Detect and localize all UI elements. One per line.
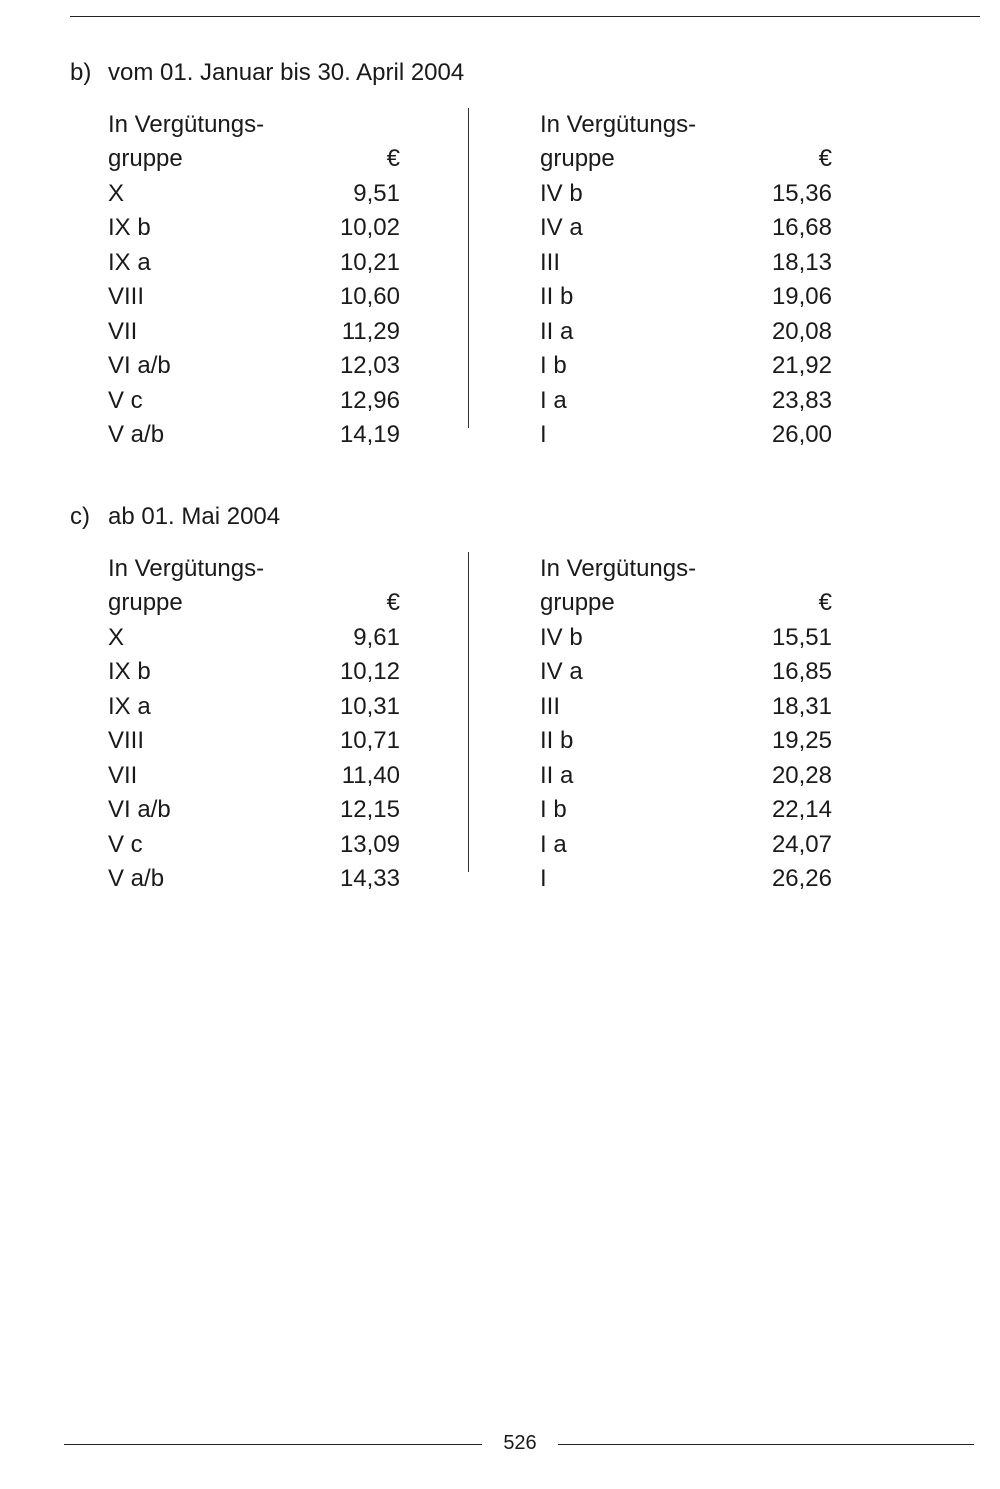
pay-group: II a [540, 317, 574, 345]
table-row [108, 418, 400, 453]
table-row [108, 246, 400, 281]
column-header-group-cont: gruppe [108, 145, 183, 172]
table-row [108, 724, 400, 759]
hourly-rate: 20,08 [771, 317, 832, 345]
table-row [108, 384, 400, 419]
pay-group: IV b [540, 179, 583, 207]
hourly-rate: 18,13 [771, 248, 832, 276]
pay-group: IV a [540, 658, 583, 685]
section-title: vom 01. Januar bis 30. April 2004 [108, 59, 465, 86]
hourly-rate: 15,36 [771, 179, 832, 207]
hourly-rate: 19,06 [771, 283, 832, 310]
table-row [540, 724, 832, 759]
pay-group: IV a [540, 214, 583, 241]
table-row [108, 211, 400, 246]
table-row [108, 828, 400, 863]
table-row [108, 177, 400, 212]
pay-group: III [540, 248, 561, 276]
section-heading [70, 58, 970, 88]
table-row [108, 315, 400, 350]
pay-group: IX b [108, 214, 151, 241]
pay-group: X [108, 623, 125, 651]
hourly-rate: 10,71 [339, 727, 400, 754]
hourly-rate: 10,02 [339, 214, 400, 241]
table-row [540, 315, 832, 350]
table-row [108, 759, 400, 794]
pay-group: I b [540, 796, 567, 823]
column-divider [468, 552, 469, 872]
column-header-group: In Vergütungs- [108, 111, 265, 138]
table-row [108, 280, 400, 315]
column-divider [468, 108, 469, 428]
pay-group: VI a/b [108, 796, 171, 823]
top-rule [70, 16, 980, 17]
footer-rule-left [64, 1444, 482, 1445]
hourly-rate: 19,25 [771, 727, 832, 754]
column-header-group: In Vergütungs- [540, 111, 697, 138]
section-letter: b) [70, 59, 92, 86]
rate-tables [70, 552, 970, 892]
table-row [108, 862, 400, 897]
pay-group: VII [108, 317, 138, 345]
table-row [108, 690, 400, 725]
table-row [540, 211, 832, 246]
column-header-currency: € [818, 589, 832, 616]
hourly-rate: 13,09 [339, 830, 400, 858]
table-row [540, 759, 832, 794]
footer-rule-right [558, 1444, 974, 1445]
pay-group: II a [540, 761, 574, 789]
pay-group: I [540, 865, 547, 892]
rate-table-left [108, 552, 400, 897]
hourly-rate: 20,28 [771, 761, 832, 789]
column-header-row [108, 586, 400, 621]
column-header-row [540, 586, 832, 621]
hourly-rate: 10,31 [339, 692, 400, 720]
pay-group: VI a/b [108, 352, 171, 379]
column-header-currency: € [386, 589, 400, 616]
hourly-rate: 18,31 [771, 692, 832, 720]
table-row [540, 246, 832, 281]
pay-group: IX b [108, 658, 151, 685]
pay-group: VII [108, 761, 138, 789]
hourly-rate: 15,51 [771, 623, 832, 651]
table-row [108, 349, 400, 384]
hourly-rate: 12,03 [339, 352, 400, 379]
hourly-rate: 10,60 [339, 283, 400, 310]
column-header-row [108, 142, 400, 177]
rate-table-right [540, 552, 832, 897]
hourly-rate: 10,12 [339, 658, 400, 685]
pay-group: I a [540, 386, 567, 414]
hourly-rate: 22,14 [771, 796, 832, 823]
rate-tables [70, 108, 970, 448]
rate-table-right [540, 108, 832, 453]
pay-group: V c [108, 386, 143, 414]
hourly-rate: 16,85 [771, 658, 832, 685]
table-row [540, 793, 832, 828]
table-row [540, 828, 832, 863]
page-number: 526 [503, 1432, 537, 1454]
pay-group: IV b [540, 623, 583, 651]
rate-table-left [108, 108, 400, 453]
pay-group: V a/b [108, 865, 165, 892]
hourly-rate: 14,33 [339, 865, 400, 892]
hourly-rate: 11,40 [341, 761, 400, 789]
table-row [108, 621, 400, 656]
pay-group: II b [540, 727, 574, 754]
hourly-rate: 16,68 [771, 214, 832, 241]
section-letter: c) [70, 503, 90, 530]
hourly-rate: 26,00 [771, 421, 832, 448]
column-header-row [540, 142, 832, 177]
pay-group: III [540, 692, 561, 720]
table-row [108, 793, 400, 828]
pay-group: VIII [108, 283, 145, 310]
table-row [540, 690, 832, 725]
table-row [540, 655, 832, 690]
section-title: ab 01. Mai 2004 [108, 503, 281, 530]
pay-group: IX a [108, 248, 151, 276]
pay-group: V a/b [108, 421, 165, 448]
hourly-rate: 14,19 [339, 421, 400, 448]
column-header-currency: € [386, 145, 400, 172]
section-b [70, 58, 970, 448]
table-row [540, 621, 832, 656]
pay-group: I a [540, 830, 567, 858]
pay-group: I [540, 421, 547, 448]
table-row [540, 862, 832, 897]
section-heading [70, 502, 970, 532]
hourly-rate: 12,96 [339, 386, 400, 414]
column-header-group: In Vergütungs- [540, 555, 697, 582]
hourly-rate: 10,21 [339, 248, 400, 276]
column-header-group-cont: gruppe [108, 589, 183, 616]
pay-group: II b [540, 283, 574, 310]
column-header-group-cont: gruppe [540, 145, 615, 172]
table-row [540, 384, 832, 419]
table-row [540, 177, 832, 212]
pay-group: V c [108, 830, 143, 858]
column-header-group-cont: gruppe [540, 589, 615, 616]
hourly-rate: 9,51 [353, 179, 400, 207]
hourly-rate: 24,07 [771, 830, 832, 858]
hourly-rate: 23,83 [771, 386, 832, 414]
pay-group: VIII [108, 727, 145, 754]
hourly-rate: 11,29 [341, 317, 400, 345]
column-header-currency: € [818, 145, 832, 172]
table-row [540, 418, 832, 453]
hourly-rate: 21,92 [771, 352, 832, 379]
hourly-rate: 26,26 [771, 865, 832, 892]
pay-group: I b [540, 352, 567, 379]
table-row [540, 349, 832, 384]
pay-group: X [108, 179, 125, 207]
column-header-group: In Vergütungs- [108, 555, 265, 582]
table-row [540, 280, 832, 315]
pay-group: IX a [108, 692, 151, 720]
hourly-rate: 9,61 [353, 623, 400, 651]
hourly-rate: 12,15 [339, 796, 400, 823]
section-c [70, 502, 970, 892]
table-row [108, 655, 400, 690]
